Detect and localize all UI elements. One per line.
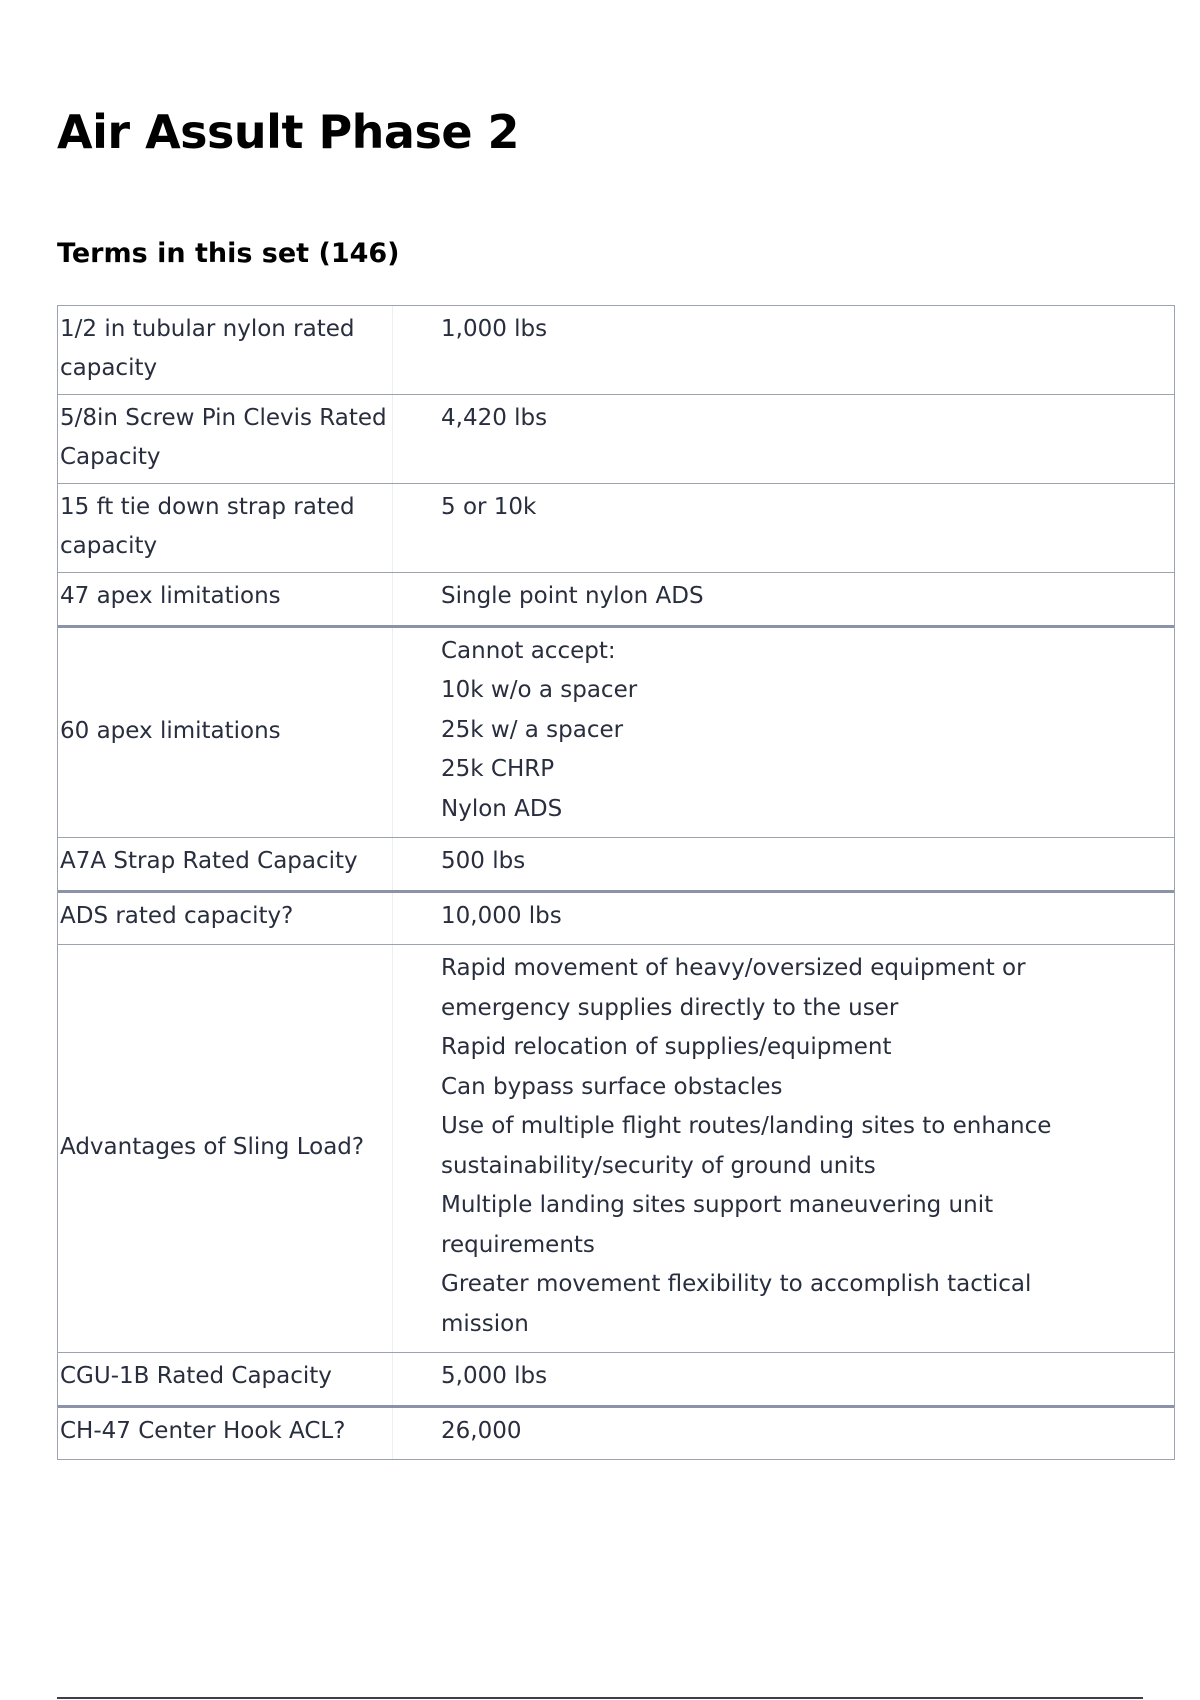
definition-line: sustainability/security of ground units bbox=[441, 1152, 876, 1179]
term-row bbox=[58, 1405, 1174, 1460]
term-text: 47 apex limitations bbox=[60, 583, 281, 609]
definition-line: requirements bbox=[441, 1231, 595, 1258]
term-cell bbox=[58, 306, 393, 394]
term-text: 5/8in Screw Pin Clevis Rated Capacity bbox=[60, 405, 387, 470]
term-row bbox=[58, 837, 1174, 890]
definition-line: Use of multiple flight routes/landing sites to enhance bbox=[441, 1113, 1052, 1139]
term-row bbox=[58, 572, 1174, 625]
term-text: CH-47 Center Hook ACL? bbox=[60, 1417, 346, 1444]
definition-cell bbox=[393, 1353, 1174, 1405]
definition-line: 25k CHRP bbox=[441, 756, 555, 782]
term-cell bbox=[58, 945, 393, 1352]
definition-line: 10k w/o a spacer bbox=[441, 677, 638, 703]
definition-line: 500 lbs bbox=[441, 848, 526, 874]
page-title: Air Assult Phase 2 bbox=[57, 105, 520, 159]
definition-cell bbox=[393, 945, 1174, 1352]
definition-line: 1,000 lbs bbox=[441, 316, 548, 342]
definition-line: mission bbox=[441, 1310, 529, 1337]
terms-table bbox=[57, 305, 1175, 1460]
term-cell bbox=[58, 395, 393, 483]
term-row bbox=[58, 394, 1174, 483]
term-row bbox=[58, 890, 1174, 945]
definition-line: 26,000 bbox=[441, 1417, 522, 1444]
definition-cell bbox=[393, 1408, 1174, 1460]
definition-line: Can bypass surface obstacles bbox=[441, 1073, 783, 1100]
term-cell bbox=[58, 838, 393, 890]
term-text: 15 ft tie down strap rated capacity bbox=[60, 494, 355, 559]
definition-cell bbox=[393, 893, 1174, 945]
definition-line: Greater movement flexibility to accomplish tactical bbox=[441, 1271, 1032, 1297]
term-row bbox=[58, 944, 1174, 1352]
definition-line: 5 or 10k bbox=[441, 494, 537, 520]
definition-line: 10,000 lbs bbox=[441, 902, 562, 929]
definition-cell bbox=[393, 484, 1174, 572]
term-row bbox=[58, 306, 1174, 394]
term-text: CGU-1B Rated Capacity bbox=[60, 1363, 332, 1389]
term-cell bbox=[58, 484, 393, 572]
term-row bbox=[58, 1352, 1174, 1405]
definition-line: Rapid relocation of supplies/equipment bbox=[441, 1034, 892, 1060]
definition-line: emergency supplies directly to the user bbox=[441, 994, 899, 1021]
term-text: 60 apex limitations bbox=[60, 717, 281, 744]
term-text: A7A Strap Rated Capacity bbox=[60, 848, 358, 874]
definition-line: 4,420 lbs bbox=[441, 405, 548, 431]
definition-cell bbox=[393, 573, 1174, 625]
definition-cell bbox=[393, 838, 1174, 890]
term-cell bbox=[58, 1353, 393, 1405]
definition-cell bbox=[393, 628, 1174, 838]
definition-cell bbox=[393, 306, 1174, 394]
term-cell bbox=[58, 1408, 393, 1460]
definition-line: 5,000 lbs bbox=[441, 1363, 548, 1389]
term-cell bbox=[58, 893, 393, 945]
term-text: 1/2 in tubular nylon rated capacity bbox=[60, 316, 355, 381]
bottom-divider bbox=[57, 1697, 1143, 1699]
term-row bbox=[58, 625, 1174, 838]
definition-line: Rapid movement of heavy/oversized equipment or bbox=[441, 955, 1026, 981]
definition-cell bbox=[393, 395, 1174, 483]
term-cell bbox=[58, 573, 393, 625]
definition-line: Nylon ADS bbox=[441, 795, 563, 822]
term-cell bbox=[58, 628, 393, 838]
definition-line: Cannot accept: bbox=[441, 637, 616, 664]
terms-count-heading: Terms in this set (146) bbox=[57, 238, 400, 269]
definition-line: Single point nylon ADS bbox=[441, 583, 704, 609]
term-row bbox=[58, 483, 1174, 572]
definition-line: Multiple landing sites support maneuvering unit bbox=[441, 1192, 994, 1218]
term-text: ADS rated capacity? bbox=[60, 902, 294, 929]
term-text: Advantages of Sling Load? bbox=[60, 1134, 365, 1160]
definition-line: 25k w/ a spacer bbox=[441, 716, 624, 743]
